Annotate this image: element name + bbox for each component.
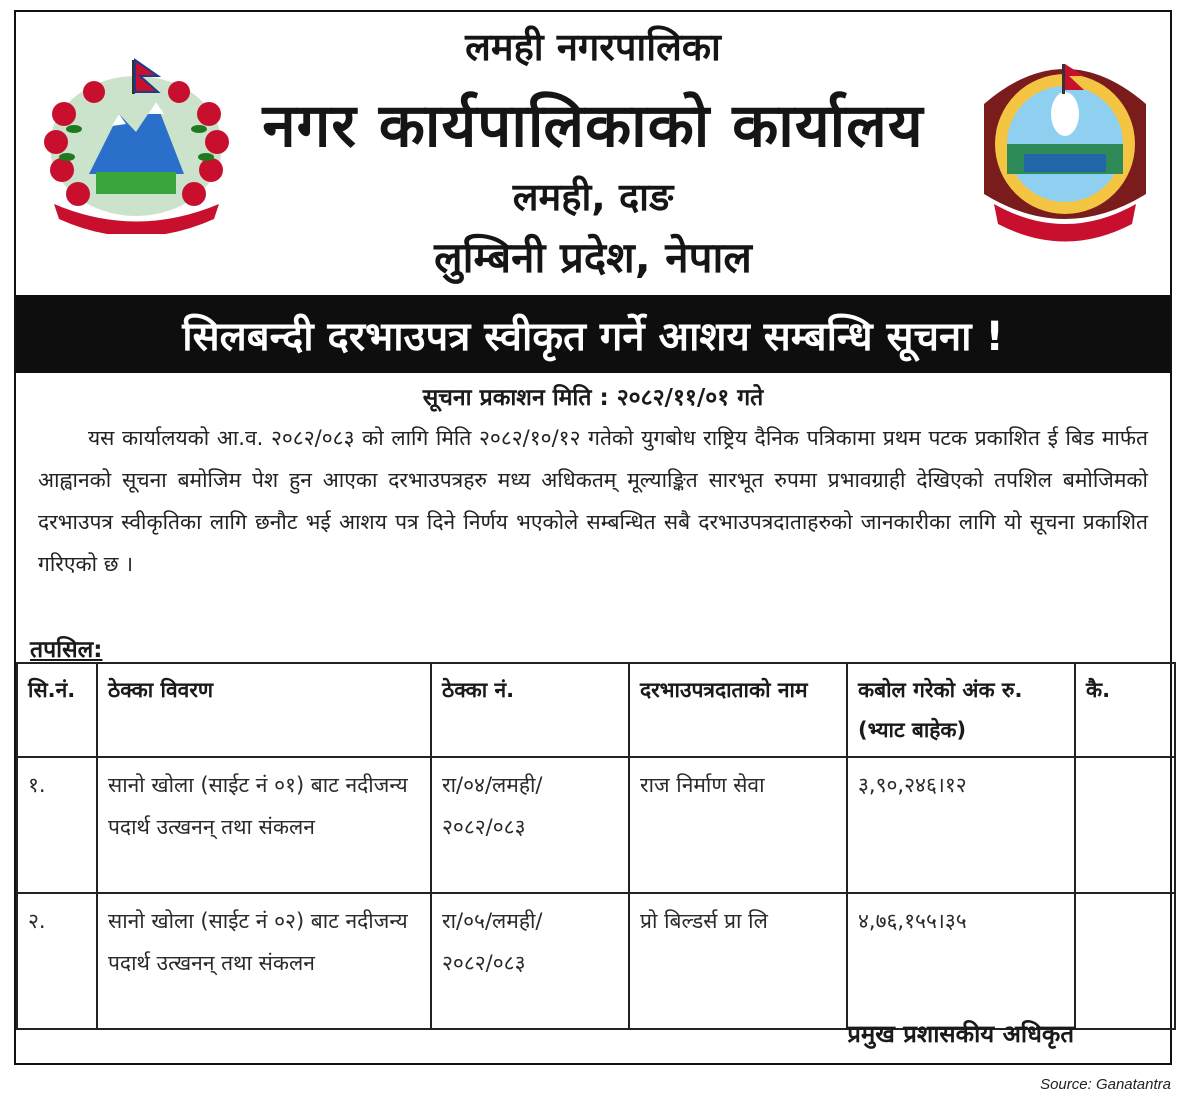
table-row [17, 757, 1175, 893]
notice-document [14, 10, 1172, 1065]
publication-date: सूचना प्रकाशन मिति : २०८२/११/०१ गते [422, 385, 764, 411]
table-row [17, 893, 1175, 1029]
col-header-contract-no: ठेक्का नं. [431, 663, 629, 757]
cell-amount: ३,९०,२४६।१२ [847, 757, 1075, 893]
lamahi-municipality-logo-icon [974, 44, 1156, 244]
cell-bidder: प्रो बिल्डर्स प्रा लि [629, 893, 847, 1029]
award-table [16, 662, 1176, 1030]
cell-sn: २. [17, 893, 97, 1029]
col-header-bidder: दरभाउपत्रदाताको नाम [629, 663, 847, 757]
signatory-title: प्रमुख प्रशासकीय अधिकृत [847, 1020, 1074, 1048]
cell-bidder: राज निर्माण सेवा [629, 757, 847, 893]
cell-description: सानो खोला (साईट नं ०२) बाट नदीजन्य पदार्थ उत्खनन् तथा संकलन [97, 893, 431, 1029]
province-country: लुम्बिनी प्रदेश, नेपाल [434, 233, 752, 282]
col-header-description: ठेक्का विवरण [97, 663, 431, 757]
municipality-name: लमही नगरपालिका [465, 25, 721, 69]
cell-description: सानो खोला (साईट नं ०१) बाट नदीजन्य पदार्थ उत्खनन् तथा संकलन [97, 757, 431, 893]
cell-remarks [1075, 757, 1175, 893]
table-header-row [17, 663, 1175, 757]
cell-sn: १. [17, 757, 97, 893]
cell-contract-no: रा/०४/लमही/ २०८२/०८३ [431, 757, 629, 893]
notice-title-banner: सिलबन्दी दरभाउपत्र स्वीकृत गर्ने आशय सम्बन्धि सूचना ! [16, 295, 1170, 373]
notice-body-text: यस कार्यालयको आ.व. २०८२/०८३ को लागि मिति २०८२/१०/१२ गतेको युगबोध राष्ट्रिय दैनिक पत्रिकामा प्रथम पटक प्रकाशित ई बिड मार्फत आह्वानको सूचना बमोजिम पेश हुन आएका दरभाउपत्रहरु मध्य अधिकतम् मूल्याङ्कित सारभूत रुपमा प्रभावग्राही देखिएको तपशिल बमोजिमको दरभाउपत्र स्वीकृतिका लागि छनौट भई आशय पत्र दिने निर्णय भएकोले सम्बन्धित सबै दरभाउपत्रदाताहरुको जानकारीका लागि यो सूचना प्रकाशित गरिएको छ । [38, 426, 1148, 576]
cell-contract-no: रा/०५/लमही/ २०८२/०८३ [431, 893, 629, 1029]
col-header-sn: सि.नं. [17, 663, 97, 757]
office-location: लमही, दाङ [512, 175, 674, 219]
office-title: नगर कार्यपालिकाको कार्यालय [262, 91, 924, 161]
col-header-remarks: कै. [1075, 663, 1175, 757]
source-credit: Source: Ganatantra [1040, 1076, 1171, 1093]
notice-header [16, 12, 1170, 297]
cell-remarks [1075, 893, 1175, 1029]
details-label: तपसिल: [30, 637, 103, 663]
col-header-amount: कबोल गरेको अंक रु. (भ्याट बाहेक) [847, 663, 1075, 757]
cell-amount: ४,७६,१५५।३५ [847, 893, 1075, 1029]
